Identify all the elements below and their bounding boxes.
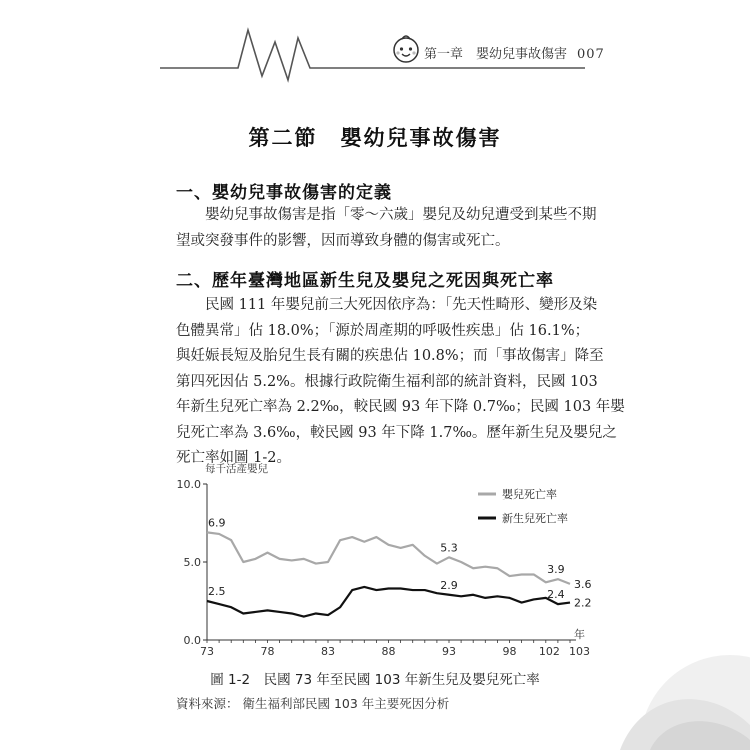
data-label: 3.9 [547, 563, 565, 577]
x-tick-label: 102 [538, 645, 560, 658]
paragraph-line: 兒死亡率為 3.6‰，較民國 93 年下降 1.7‰。歷年新生兒及嬰兒之 [176, 424, 617, 441]
legend-label-1: 嬰兒死亡率 [502, 488, 557, 501]
heading-mortality: 二、歷年臺灣地區新生兒及嬰兒之死因與死亡率 [176, 271, 554, 291]
paragraph-line: 望或突發事件的影響，因而導致身體的傷害或死亡。 [176, 232, 510, 249]
x-tick-label: 103 [569, 645, 590, 658]
x-tick-label: 98 [502, 645, 517, 658]
data-label: 3.6 [574, 577, 592, 591]
data-label: 5.3 [440, 541, 458, 555]
y-axis-label: 每千活產嬰兒 [205, 463, 268, 475]
data-label: 2.5 [208, 585, 226, 598]
paragraph-line: 民國 111 年嬰兒前三大死因依序為：「先天性畸形、變形及染 [205, 297, 598, 313]
y-tick-label: 5.0 [183, 556, 201, 569]
paragraph-line: 與妊娠長短及胎兒生長有關的疾患佔 10.8%；而「事故傷害」降至 [176, 348, 604, 364]
legend-label-2: 新生兒死亡率 [502, 512, 568, 525]
y-tick-label: 10.0 [176, 478, 201, 491]
x-axis-label: 年 [574, 628, 585, 641]
data-label: 2.4 [547, 588, 565, 602]
chapter-title: 第一章 嬰幼兒事故傷害 [424, 47, 568, 62]
data-label: 2.9 [440, 578, 458, 592]
section-title: 第二節 嬰幼兒事故傷害 [248, 125, 502, 150]
figure-caption: 圖 1-2 民國 73 年至民國 103 年新生兒及嬰兒死亡率 [210, 672, 540, 688]
heartbeat-header-line [0, 0, 750, 90]
paragraph-line: 色體異常」佔 18.0%；「源於周產期的呼吸性疾患」佔 16.1%； [176, 322, 590, 339]
series-line-2 [207, 587, 570, 617]
x-tick-label: 73 [200, 645, 214, 658]
page-number: 007 [577, 47, 605, 62]
paragraph-line: 第四死因佔 5.2%。根據行政院衛生福利部的統計資料，民國 103 [176, 373, 598, 390]
paragraph-mortality [176, 293, 625, 472]
paragraph-line: 死亡率如圖 1-2。 [176, 450, 291, 466]
y-tick-label: 0.0 [183, 634, 201, 647]
series-line-1 [207, 532, 570, 583]
x-tick-label: 93 [442, 645, 456, 658]
baby-face-icon [389, 31, 423, 65]
data-label: 2.2 [574, 596, 592, 610]
data-source: 資料來源： 衛生福利部民國 103 年主要死因分析 [176, 696, 450, 711]
heading-definition: 一、嬰幼兒事故傷害的定義 [176, 183, 392, 203]
x-tick-label: 78 [260, 645, 275, 658]
running-header [424, 43, 605, 62]
hand-watermark-icon [580, 640, 750, 750]
paragraph-definition [176, 203, 597, 254]
x-tick-label: 83 [321, 645, 335, 658]
x-tick-label: 88 [381, 645, 396, 658]
paragraph-line: 嬰幼兒事故傷害是指「零～六歲」嬰兒及幼兒遭受到某些不期 [205, 207, 597, 223]
data-label: 6.9 [208, 516, 226, 530]
paragraph-line: 年新生兒死亡率為 2.2‰，較民國 93 年下降 0.7‰；民國 103 年嬰 [176, 399, 625, 415]
